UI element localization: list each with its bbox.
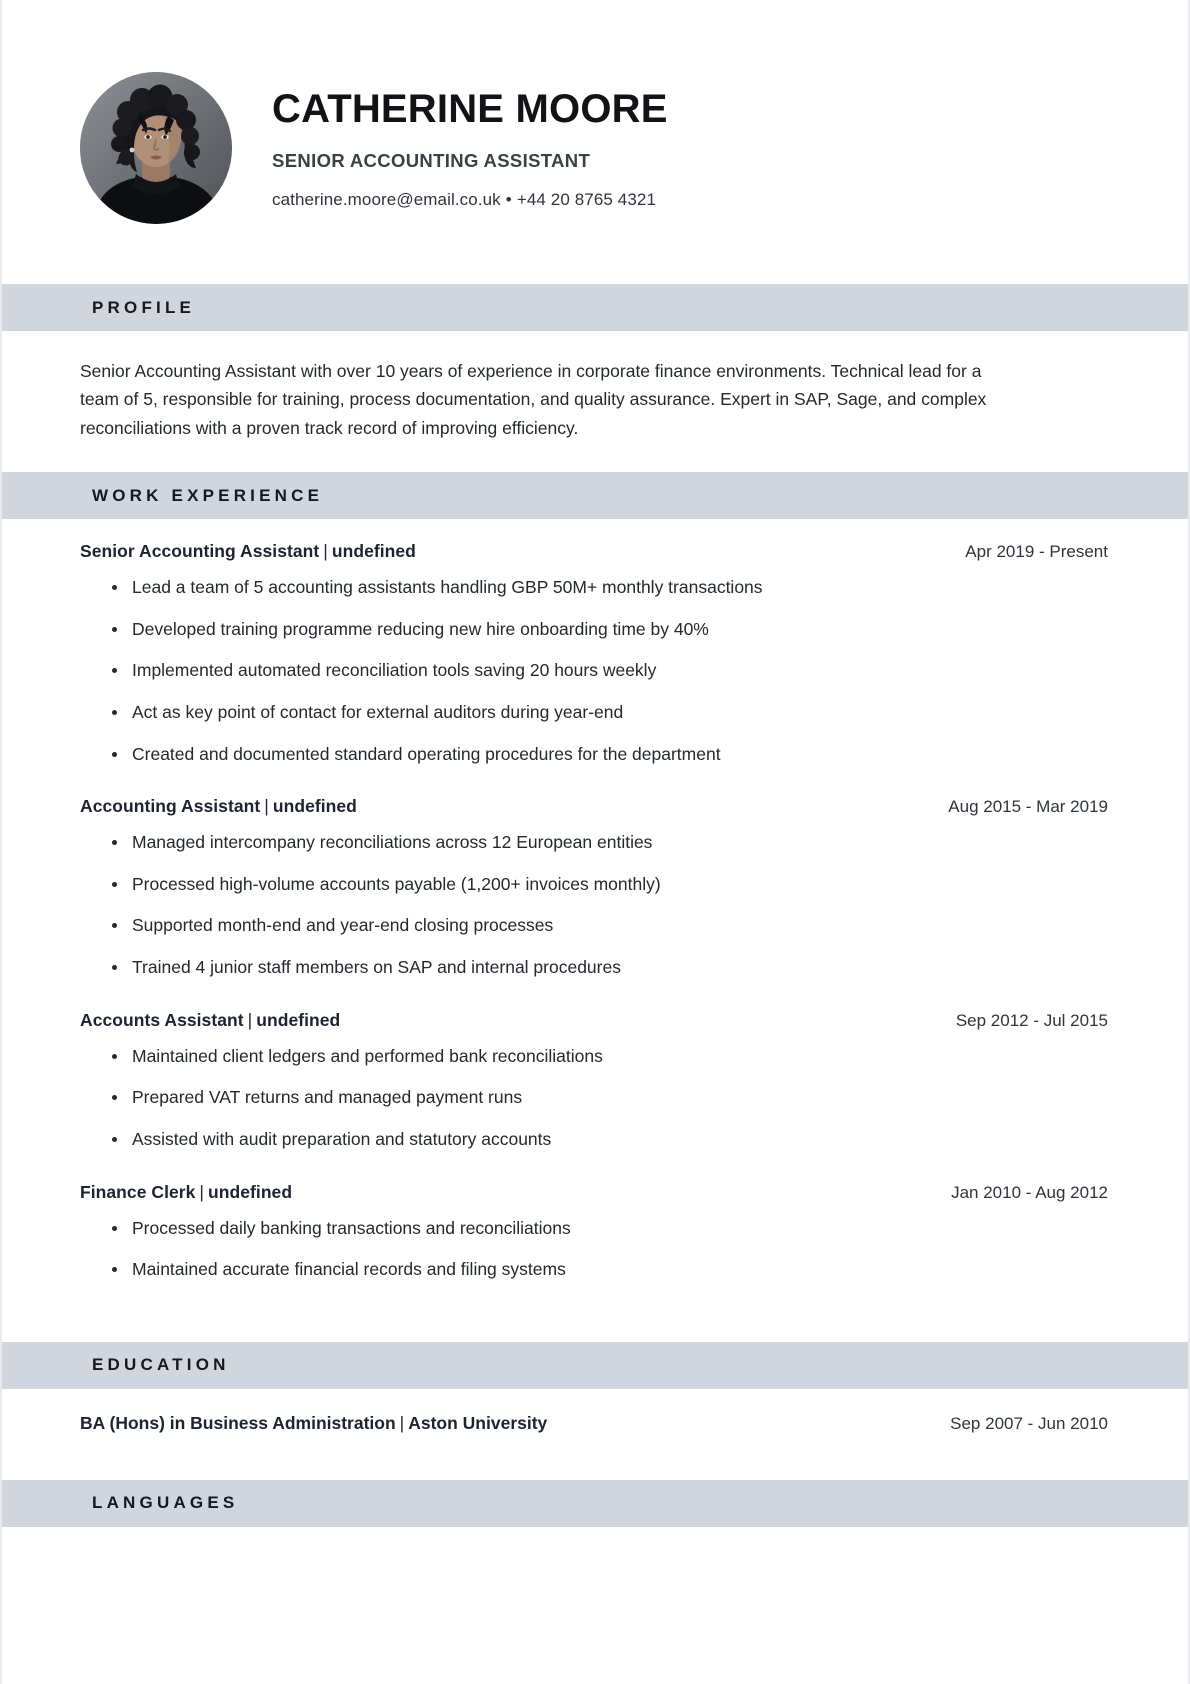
bullet-item: Prepared VAT returns and managed payment runs <box>98 1086 1110 1110</box>
experience-dates: Jan 2010 - Aug 2012 <box>951 1182 1108 1202</box>
experience-dates: Apr 2019 - Present <box>965 542 1108 562</box>
bullet-item: Trained 4 junior staff members on SAP and internal procedures <box>98 956 1110 980</box>
spacer-before-education <box>2 1296 1188 1342</box>
experience-header <box>80 541 1110 562</box>
bullet-item: Managed intercompany reconciliations across 12 European entities <box>98 831 1110 855</box>
bullet-item: Act as key point of contact for external auditors during year-end <box>98 701 1110 725</box>
avatar-photo-icon <box>80 72 232 224</box>
experience-item <box>80 541 1110 766</box>
experience-title-line <box>80 796 357 817</box>
experience-company: undefined <box>208 1181 293 1202</box>
bullet-item: Implemented automated reconciliation tools saving 20 hours weekly <box>98 659 1110 683</box>
experience-dates: Sep 2012 - Jul 2015 <box>955 1010 1108 1030</box>
bullet-item: Lead a team of 5 accounting assistants handling GBP 50M+ monthly transactions <box>98 576 1110 600</box>
avatar <box>80 72 232 224</box>
experience-bullets <box>80 831 1110 980</box>
experience-title-line <box>80 1010 340 1031</box>
bullet-item: Maintained client ledgers and performed bank reconciliations <box>98 1045 1110 1069</box>
title-separator: | <box>247 1009 253 1030</box>
section-header-education <box>2 1342 1188 1389</box>
section-header-profile <box>2 284 1188 331</box>
bullet-item: Developed training programme reducing new hire onboarding time by 40% <box>98 618 1110 642</box>
experience-bullets <box>80 1045 1110 1152</box>
experience-item <box>80 796 1110 980</box>
experience-bullets <box>80 1217 1110 1282</box>
section-title-profile: PROFILE <box>92 297 196 317</box>
phone-text[interactable]: +44 20 8765 4321 <box>516 190 656 209</box>
section-header-languages <box>2 1480 1188 1527</box>
experience-title-line <box>80 541 416 562</box>
experience-title-line <box>80 1182 292 1203</box>
experience-header <box>80 796 1110 817</box>
experience-item <box>80 1010 1110 1152</box>
experience-role: Accounts Assistant <box>80 1009 244 1030</box>
experience-company: undefined <box>272 796 357 817</box>
experience-role: Accounting Assistant <box>80 796 261 817</box>
education-list <box>80 1389 1110 1462</box>
bullet-item: Processed high-volume accounts payable (1,200+ invoices monthly) <box>98 873 1110 897</box>
header-text-block <box>272 86 668 210</box>
experience-header <box>80 1010 1110 1031</box>
bullet-item: Maintained accurate financial records and filing systems <box>98 1258 1110 1282</box>
profile-summary-text: Senior Accounting Assistant with over 10 years of experience in corporate finance environments. Technical lead for a team of 5, responsible for training, process documentation, and quality assurance. Expert in SAP, Sage, and complex reconciliations with a proven track record of improving efficiency. <box>80 361 987 438</box>
experience-header <box>80 1182 1110 1203</box>
education-dates: Sep 2007 - Jun 2010 <box>950 1413 1108 1433</box>
section-body-languages <box>2 1527 1188 1607</box>
section-body-work-experience <box>2 519 1188 1296</box>
email-text[interactable]: catherine.moore@email.co.uk <box>272 190 501 209</box>
title-separator: | <box>323 541 328 562</box>
title-separator: | <box>399 1412 405 1433</box>
section-body-education <box>2 1389 1188 1462</box>
education-institution: Aston University <box>408 1412 548 1433</box>
experience-item <box>80 1182 1110 1282</box>
contact-line <box>272 190 668 210</box>
education-title-line <box>80 1413 547 1434</box>
bullet-item: Created and documented standard operating procedures for the department <box>98 743 1110 767</box>
spacer-before-languages <box>2 1462 1188 1480</box>
section-body-profile <box>2 331 1188 472</box>
section-title-education: EDUCATION <box>92 1355 230 1375</box>
experience-role: Finance Clerk <box>80 1181 196 1202</box>
resume-header <box>2 0 1188 284</box>
bullet-item: Supported month-end and year-end closing processes <box>98 914 1110 938</box>
title-separator: | <box>264 796 269 817</box>
full-name: CATHERINE MOORE <box>272 87 668 131</box>
experience-company: undefined <box>256 1009 341 1030</box>
section-header-work-experience <box>2 472 1188 519</box>
experience-role: Senior Accounting Assistant <box>80 541 320 562</box>
experience-dates: Aug 2015 - Mar 2019 <box>948 797 1108 817</box>
experience-bullets <box>80 576 1110 766</box>
title-separator: | <box>199 1181 205 1202</box>
bullet-item: Assisted with audit preparation and statutory accounts <box>98 1128 1110 1152</box>
experience-company: undefined <box>331 541 416 562</box>
contact-separator: • <box>505 190 512 209</box>
work-experience-list <box>80 519 1110 1296</box>
section-title-languages: LANGUAGES <box>92 1493 239 1513</box>
job-title: SENIOR ACCOUNTING ASSISTANT <box>272 150 591 171</box>
bullet-item: Processed daily banking transactions and reconciliations <box>98 1217 1110 1241</box>
section-title-work-experience: WORK EXPERIENCE <box>92 485 324 505</box>
education-degree: BA (Hons) in Business Administration <box>80 1412 396 1433</box>
education-item <box>80 1413 1110 1434</box>
